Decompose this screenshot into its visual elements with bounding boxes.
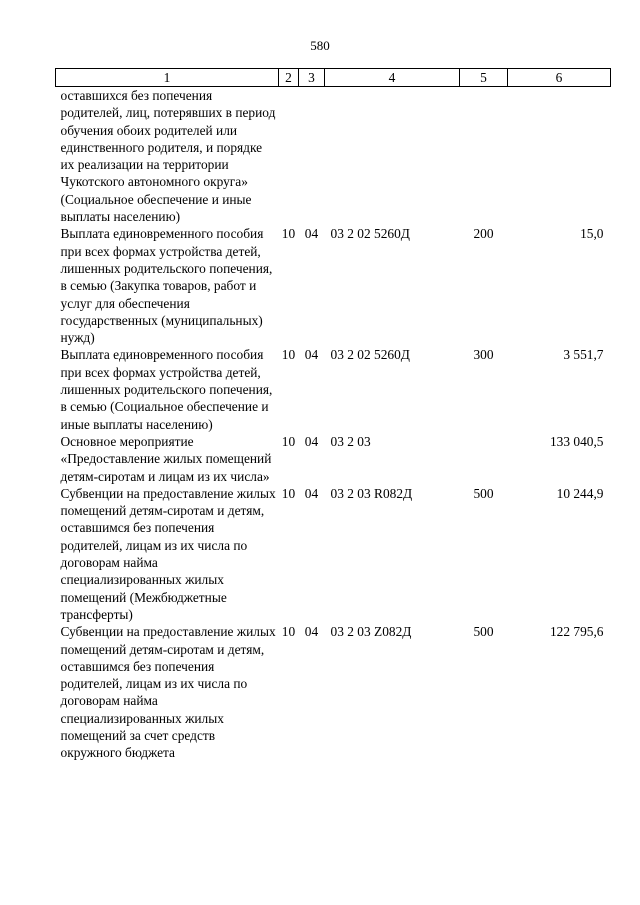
- row-expense-type: 500: [473, 624, 494, 640]
- table-row: [56, 346, 611, 432]
- table-row: [56, 623, 611, 761]
- row-section: 10: [281, 347, 296, 363]
- row-subsection: 04: [304, 624, 319, 640]
- budget-table: [55, 68, 611, 762]
- row-amount: 3 551,7: [563, 347, 604, 363]
- header-col-5: 5: [460, 69, 508, 87]
- row-name: Субвенции на предоставление жилых помещений детям-сиротам и детям, оставшимся без попечения родителей, лицам из их числа по договорам найма специализированных жилых помещений за счет средств окружного бюджета: [60, 624, 276, 761]
- row-subsection: 04: [304, 485, 319, 501]
- row-target-code: [325, 87, 460, 226]
- table-header-row: [56, 69, 611, 87]
- row-subsection: 04: [304, 226, 319, 242]
- row-target-code: 03 2 02 5260Д: [330, 226, 410, 242]
- row-expense-type: [460, 87, 508, 226]
- row-name: Основное мероприятие «Предоставление жилых помещений детям-сиротам и лицам из их числа»: [60, 433, 272, 484]
- header-col-2: 2: [279, 69, 299, 87]
- row-expense-type: 200: [473, 226, 494, 242]
- row-amount: 10 244,9: [556, 485, 604, 501]
- row-amount: 122 795,6: [549, 624, 604, 640]
- table-row: [56, 433, 611, 485]
- table-row: [56, 485, 611, 623]
- row-section: 10: [281, 624, 296, 640]
- row-target-code: 03 2 03 Z082Д: [330, 624, 412, 640]
- row-amount: 133 040,5: [549, 433, 604, 449]
- row-name: Субвенции на предоставление жилых помещений детям-сиротам и детям, оставшимся без попечения родителей, лицам из их числа по договорам найма специализированных жилых помещений (Межбюджетные трансферты): [60, 485, 276, 622]
- row-expense-type: [460, 433, 508, 485]
- row-subsection: 04: [304, 433, 319, 449]
- row-name: оставшихся без попечения родителей, лиц, потерявших в период обучения обоих родителей или единственного родителя, и порядке их реализации на территории Чукотского автономного округа» (Социальное обеспечение и иные выплаты населению): [60, 88, 276, 225]
- row-target-code: 03 2 03 R082Д: [330, 485, 413, 501]
- row-section: 10: [281, 226, 296, 242]
- row-section: 10: [281, 433, 296, 449]
- row-name: Выплата единовременного пособия при всех формах устройства детей, лишенных родительского попечения, в семью (Закупка товаров, работ и услуг для обеспечения государственных (муниципальных) нужд): [60, 226, 273, 346]
- row-expense-type: 500: [473, 485, 494, 501]
- page-number: 580: [310, 38, 330, 53]
- header-col-6: 6: [508, 69, 611, 87]
- table-row: [56, 87, 611, 226]
- row-amount: 15,0: [580, 226, 604, 242]
- row-target-code: 03 2 03: [330, 433, 371, 449]
- row-section: 10: [281, 485, 296, 501]
- row-name: Выплата единовременного пособия при всех формах устройства детей, лишенных родительского попечения, в семью (Социальное обеспечение и иные выплаты населению): [60, 347, 273, 432]
- header-col-1: 1: [56, 69, 279, 87]
- row-subsection: [299, 87, 325, 226]
- row-expense-type: 300: [473, 347, 494, 363]
- header-col-3: 3: [299, 69, 325, 87]
- row-amount: [508, 87, 611, 226]
- header-col-4: 4: [325, 69, 460, 87]
- row-target-code: 03 2 02 5260Д: [330, 347, 410, 363]
- row-section: [279, 87, 299, 226]
- table-row: [56, 225, 611, 346]
- row-subsection: 04: [304, 347, 319, 363]
